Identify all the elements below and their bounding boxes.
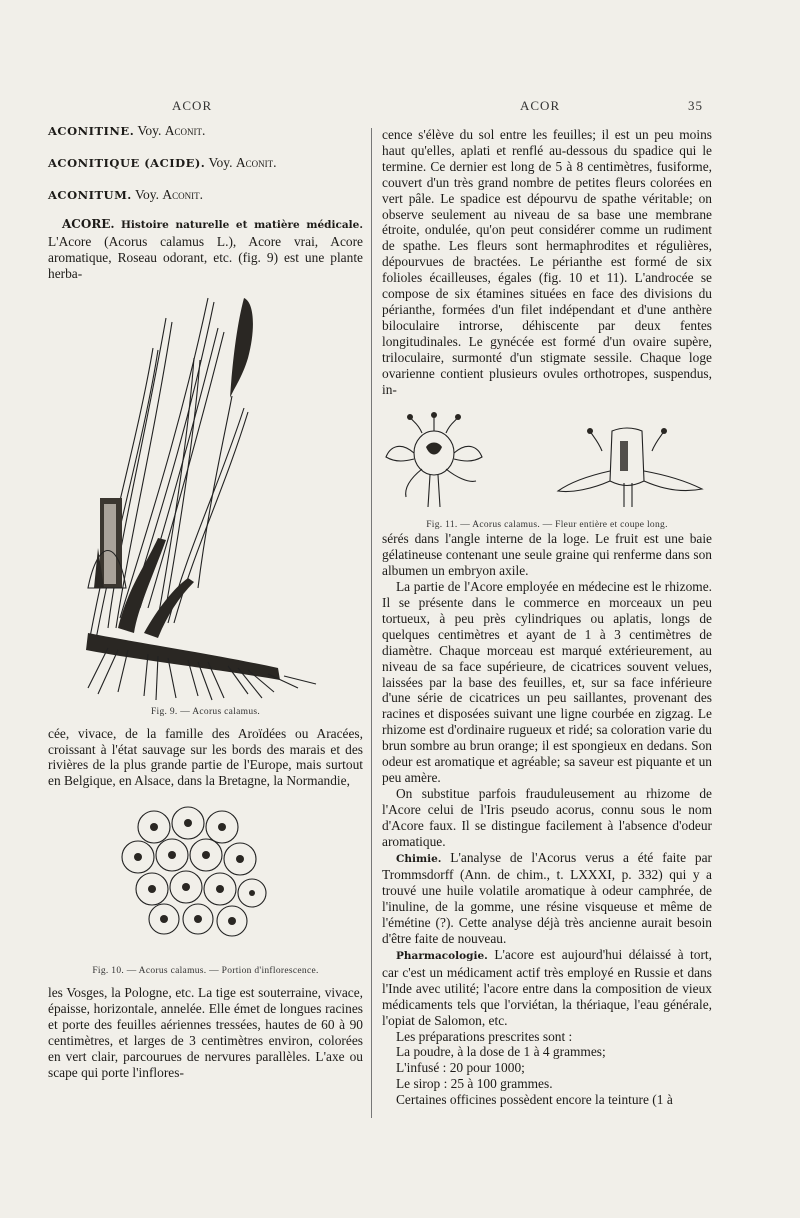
acore-entry bbox=[48, 216, 363, 282]
pharmacologie-paragraph bbox=[382, 947, 712, 1029]
entry-head: ACONITINE. bbox=[48, 124, 135, 138]
preparation-item: L'infusé : 20 pour 1000; bbox=[396, 1060, 525, 1076]
fig9-caption: Fig. 9. — Acorus calamus. bbox=[150, 706, 261, 717]
figure-11 bbox=[382, 411, 712, 531]
entry-aconitique bbox=[48, 154, 363, 172]
right-para-2: sérés dans l'angle interne de la loge. Le fruit est une baie gélatineuse contenant une seule graine qui renferme dans son albumen un embryon axile. bbox=[382, 531, 712, 579]
page-number: 35 bbox=[688, 98, 703, 113]
entry-head: ACONITUM. bbox=[48, 188, 132, 202]
figure-9 bbox=[48, 288, 363, 718]
acore-head: ACORE. bbox=[62, 217, 115, 231]
fig11-caption: Fig. 11. — Acorus calamus. — Fleur entière et coupe long. bbox=[426, 520, 668, 531]
pharmacologie-text: L'acore est aujourd'hui délaissé à tort, car c'est un médicament actif très employé en Russie et dans l'Inde avec utilité; l'acore entre dans la composition de vieux médicaments tels que l'orviétan, la thériaque, l'eau générale, l'opiat de Salomon, etc. bbox=[382, 946, 712, 1028]
inflorescence-illustration bbox=[48, 805, 363, 945]
last-line: Certaines officines possèdent encore la teinture (1 à bbox=[396, 1092, 673, 1108]
fig10-caption: Fig. 10. — Acorus calamus. — Portion d'inflorescence. bbox=[92, 966, 319, 977]
preparation-item: Le sirop : 25 à 100 grammes. bbox=[396, 1076, 553, 1092]
pharmacologie-head: Pharmacologie. bbox=[396, 949, 488, 962]
section-flower bbox=[558, 428, 702, 507]
preparations-intro: Les préparations prescrites sont : bbox=[396, 1028, 573, 1044]
entry-aconitine bbox=[48, 122, 363, 140]
chimie-head: Chimie. bbox=[396, 852, 442, 865]
column-rule bbox=[371, 128, 372, 1118]
right-para-4: On substitue parfois frauduleusement au rhizome de l'Acore celui de l'Iris pseudo acorus, connu sous le nom d'Acore faux. Il se distingue facilement à l'absence d'odeur aromatique. bbox=[382, 785, 712, 849]
figure-10 bbox=[48, 805, 363, 977]
acorus-plant-illustration bbox=[48, 288, 363, 702]
preparation-item: La poudre, à la dose de 1 à 4 grammes; bbox=[396, 1044, 606, 1060]
running-head-left: ACOR bbox=[172, 98, 213, 113]
left-para-1: cée, vivace, de la famille des Aroïdées ou Aracées, croissant à l'état sauvage sur les bords des marais et des rivières de la plus grande partie de l'Europe, mais surtout en Belgique, en Alsace, dans la Bretagne, la Normandie, bbox=[48, 725, 363, 789]
left-column bbox=[48, 122, 363, 1081]
acore-intro: L'Acore (Acorus calamus L.), Acore vrai, Acore aromatique, Roseau odorant, etc. (fig. 9) est une plante herba- bbox=[48, 233, 363, 281]
entry-text: Voy. bbox=[137, 123, 165, 138]
chimie-text: L'analyse de l'Acorus verus a été faite par Trommsdorff (Ann. de chim., t. LXXXI, p. 332) qui y a trouvé une huile volatile aromatique à odeur camphrée, de l'inuline, de la gomme, une résine visqueuse et même de l'émétine (?). Cette analyse déjà très ancienne aurait besoin d'être faite de nouveau. bbox=[382, 849, 712, 947]
entry-text: Voy. bbox=[208, 155, 236, 170]
entry-aconitum bbox=[48, 186, 363, 204]
right-para-1: cence s'élève du sol entre les feuilles; il est un peu moins haut qu'elles, aplati et renflé au-dessous du spadice qui le termine. Ce dernier est long de 5 à 8 centimètres, fusiforme, couvert d'un très grand nombre de petites fleurs colorées en vert pâle. Le spadice est dépourvu de spathe véritable; on observe seulement au niveau de sa base une membrane étroite, ondulée, qu'on peut considérer comme un rudiment de spathe. Les fleurs sont hermaphrodites et régulières, dépourvues de bractées. Le périanthe est formé de six folioles écailleuses, égales (fig. 10 et 11). L'androcée se compose de six étamines situées en face des divisions du périanthe, formées d'un filet indépendant et d'une anthère biloculaire introrse, déhiscente par deux fentes longitudinales. Le gynécée est formé d'un ovaire supère, triloculaire, surmonté d'un stigmate sessile. Chaque loge ovarienne contient plusieurs ovules orthotropes, suspendus, in- bbox=[382, 127, 712, 397]
right-column bbox=[382, 127, 712, 1108]
right-para-3: La partie de l'Acore employée en médecine est le rhizome. Il se présente dans le commerce en morceaux un peu tortueux, à peu près cylindriques ou aplatis, longs de quelques centimètres et ayant de 1 à 3 centimètres de diamètre. Chaque morceau est marqué extérieurement, au niveau de sa face supérieure, de cicatrices souvent velues, laissées par la base des feuilles, et, sur sa face inférieure d'une série de cicatrices un peu saillantes, provenant des racines et disposées suivant une ligne courbée en zigzag. Le rhizome est d'ordinaire rugueux et ridé; sa coloration varie du brun sombre au brun orange; il est spongieux en dedans. Son odeur est aromatique et agréable; sa saveur est piquante et un peu amère. bbox=[382, 579, 712, 785]
running-head-right: ACOR bbox=[520, 98, 561, 113]
entry-head: ACONITIQUE (ACIDE). bbox=[48, 156, 206, 170]
entry-text: Voy. bbox=[134, 187, 163, 202]
entry-ref: Aconit. bbox=[162, 187, 203, 202]
entry-ref: Aconit. bbox=[235, 155, 277, 170]
left-para-2: les Vosges, la Pologne, etc. La tige est souterraine, vivace, épaisse, horizontale, annelée. Elle émet de longues racines et porte des feuilles aériennes tressées, hautes de 60 à 90 centimètres, et larges de 3 centimètres environ, colorées en vert clair, parcourues de nervures parallèles. L'axe ou scape qui porte l'inflores- bbox=[48, 985, 363, 1080]
acore-subhead: Histoire naturelle et matière médicale. bbox=[120, 219, 364, 231]
whole-flower bbox=[386, 412, 482, 507]
flower-illustration bbox=[382, 411, 712, 511]
entry-ref: Aconit. bbox=[164, 123, 206, 138]
chimie-paragraph bbox=[382, 850, 712, 947]
